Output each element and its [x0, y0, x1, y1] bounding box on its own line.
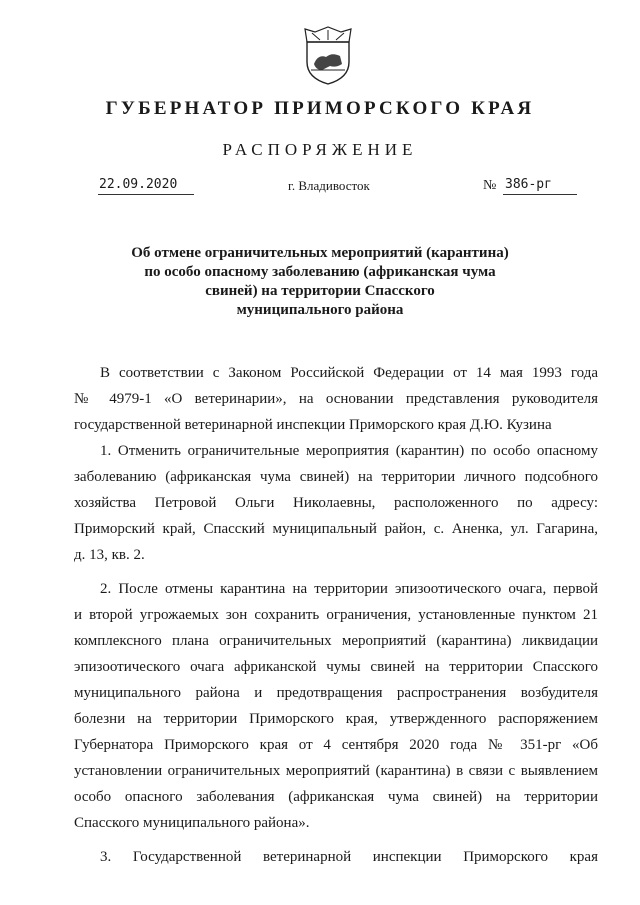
text-line: болезни на территории Приморского края, утвержденного распоряжением	[74, 711, 598, 727]
text-line: Спасского муниципального района».	[74, 815, 310, 831]
item-1-paragraph	[74, 438, 598, 568]
document-body	[74, 360, 598, 870]
text-line: 1. Отменить ограничительные мероприятия (карантин) по особо опасному	[100, 443, 598, 459]
item-3-paragraph	[74, 844, 598, 870]
text-line: хозяйства Петровой Ольги Николаевны, расположенного по адресу:	[74, 495, 598, 511]
text-line: В соответствии с Законом Российской Федерации от 14 мая 1993 года	[100, 365, 598, 381]
text-line: эпизоотического очага африканской чумы свиней на территории Спасского	[74, 659, 598, 675]
text-line: государственной ветеринарной инспекции Приморского края Д.Ю. Кузина	[74, 417, 552, 433]
text-line: д. 13, кв. 2.	[74, 547, 145, 563]
document-city: г. Владивосток	[288, 178, 370, 193]
document-number: 386-рг	[505, 177, 552, 192]
authority-heading: ГУБЕРНАТОР ПРИМОРСКОГО КРАЯ	[105, 98, 535, 119]
text-line: 2. После отмены карантина на территории эпизоотического очага, первой	[100, 581, 598, 597]
text-line: заболеванию (африканская чума свиней) на территории личного подсобного	[74, 469, 598, 485]
document-date: 22.09.2020	[99, 177, 178, 192]
title-line: свиней) на территории Спасского	[205, 283, 435, 299]
text-line: 3. Государственной ветеринарной инспекции Приморского края	[100, 849, 598, 865]
text-line: муниципального района и предотвращения распространения возбудителя	[74, 685, 598, 701]
date-field	[98, 176, 194, 195]
text-line: и второй угрожаемых зон сохранить ограничения, установленные пунктом 21	[74, 607, 598, 623]
text-line: установлении ограничительных мероприятий (карантина) в связи с выявлением	[74, 763, 598, 779]
text-line: № 4979-1 «О ветеринарии», на основании представления руководителя	[74, 391, 598, 407]
title-line: по особо опасному заболеванию (африканская чума	[144, 264, 496, 280]
text-line: Приморский край, Спасский муниципальный район, с. Аненка, ул. Гагарина,	[74, 521, 598, 537]
text-line: Губернатора Приморского края от 4 сентября 2020 года № 351-рг «Об	[74, 737, 598, 753]
title-line: Об отмене ограничительных мероприятий (карантина)	[131, 245, 509, 261]
preamble-paragraph	[74, 360, 598, 438]
item-2-paragraph	[74, 576, 598, 836]
title-line: муниципального района	[236, 302, 404, 318]
document-title	[120, 244, 520, 320]
text-line: комплексного плана ограничительных мероприятий (карантина) ликвидации	[74, 633, 598, 649]
document-meta	[0, 176, 640, 200]
number-label: №	[483, 178, 497, 193]
coat-of-arms-icon	[302, 24, 354, 86]
number-field	[503, 176, 577, 195]
text-line: особо опасного заболевания (африканская чума свиней) на территории	[74, 789, 598, 805]
document-type: РАСПОРЯЖЕНИЕ	[222, 140, 418, 159]
